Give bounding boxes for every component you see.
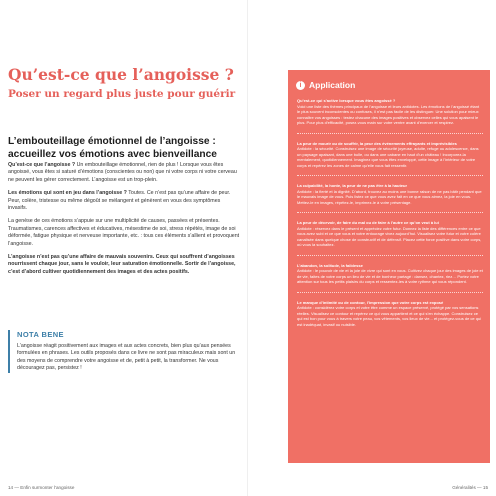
application-item-text: Antidote : réservez dans le présent et appréciez votre futur. Donnez la liste des différences entre ce que vous avez subi et ce que vous et votre entourage vivez aujourd’hui. Visualisez votre futur et votre colère canalisée dans quelque chose de constructif et de défensif. Placez cette force positive dans votre corps, où vous la souhaitez. bbox=[297, 225, 482, 247]
paragraph-2-text: Toutes. Ce n’est pas qu’une affaire de peur. Peur, colère, tristesse ou même dégoût se mélangent et génèrent en vous des symptômes invasifs. bbox=[8, 190, 231, 212]
application-item-text: Antidote : la sécurité. Construisez une image de sécurité joyeuse, adulte, refuge ou adolescence, dans un paysage apaisant, dans une bulle, ou dans une cabane en haut d’un château ! Incorporez-la mentalement, quotidiennement. Imaginez que vous êtes enveloppé, cette image à l’intérieur de votre corps et repérez les zones de calme qu’elle vous fait ressentir. bbox=[297, 146, 479, 168]
info-icon: i bbox=[296, 81, 305, 90]
application-item bbox=[297, 220, 483, 248]
application-item-title: Le manque d’intimité ou de contour, l’impression que votre corps est exposé bbox=[297, 299, 444, 305]
divider bbox=[297, 292, 483, 293]
application-header bbox=[296, 78, 355, 92]
section-heading: L’embouteillage émotionnel de l’angoisse : accueillez vos émotions avec bienveillance bbox=[8, 136, 217, 160]
application-item-title: La culpabilité, la honte, la peur de ne pas être à la hauteur bbox=[297, 183, 408, 188]
paragraph-3: La genèse de ces émotions s’appuie sur une multiplicité de causes, passées et présentes. Traumatismes, carences affectives et éducatives, mésestime de soi, stress répétés, image de soi déformée, fatigue physique et nerveuse importante, etc. : tous ces éléments s’allient et provoquent l’angoisse. bbox=[8, 218, 240, 247]
application-item bbox=[297, 183, 483, 205]
body-text bbox=[8, 162, 240, 282]
application-item-text: Antidote : considérez votre corps et votre être comme un espace préservé, protégé par vos sensations réelles. Visualisez ce contour et repérez ce qui vous appartient et ce qui s’en échappe. Construisez ce qui est bon pour vous à travers votre peau, vos vêtements, vos lieux de vie... et protégez-vous de ce qui est inadéquat, invasif ou nuisible. bbox=[297, 305, 482, 327]
divider bbox=[297, 133, 483, 134]
application-box bbox=[288, 70, 490, 463]
paragraph-2-lead: Les émotions qui sont en jeu dans l’angoisse ? bbox=[8, 190, 127, 197]
application-item bbox=[297, 98, 483, 126]
divider bbox=[297, 212, 483, 213]
application-title: Application bbox=[309, 80, 356, 90]
footer-left: 14 — Enfin surmonter l’angoisse bbox=[8, 485, 75, 490]
application-item bbox=[297, 300, 483, 328]
application-item-title: Qu’est-ce qui s’active lorsque vous êtes angoissé ? bbox=[297, 98, 396, 103]
chapter-subtitle: Poser un regard plus juste pour guérir bbox=[8, 88, 236, 100]
paragraph-2 bbox=[8, 190, 240, 212]
application-item bbox=[297, 263, 483, 285]
paragraph-1 bbox=[8, 162, 240, 184]
divider bbox=[297, 255, 483, 256]
application-item-text: Antidote : le pouvoir de vie et la joie de vivre qui sont en vous. Cultivez chaque jour des images de joie et de vie, faites de votre corps un lieu de vie et de bonheur partagé : dansez, chantez, riez… Portez votre attention sur tous les petits plaisirs du corps et ressentez-les à votre rythme qui vous répondent. bbox=[297, 268, 483, 284]
paragraph-1-lead: Qu’est-ce que l’angoisse ? bbox=[8, 162, 76, 168]
application-item-text: Voici une liste des thèmes principaux de l’angoisse et leurs antidotes. Les émotions de l’angoissé étant le plus souvent inconscientes ou confuses, il n’est pas facile de les distinguer. Une solution pour mieux connaître vos angoisses : testez chacune des images positives et observez celles qui vous apaisent le plus. Pour plus d’efficacité, posez-vous main sur votre ventre avant d’exercer et respirez. bbox=[297, 103, 480, 125]
chapter-title: Qu’est-ce que l’angoisse ? bbox=[8, 65, 234, 84]
application-content bbox=[297, 98, 483, 334]
paragraph-1-text: Un embouteillage émotionnel, rien de plus ! Lorsque vous êtes angoissé, vous êtes si saturé d’émotions (conscientes ou non) que ni votre corps ni votre cerveau ne peuvent les gérer correctement. L’angoisse est un trop-plein. bbox=[8, 162, 237, 183]
right-page bbox=[248, 0, 496, 496]
nota-bene-box bbox=[8, 330, 245, 373]
application-item-title: L’abandon, la solitude, la faiblesse bbox=[297, 262, 363, 268]
paragraph-4: L’angoisse n’est pas qu’une affaire de mauvais souvenirs. Ceux qui souffrent d’angoisses nourrissent chaque jour, sans le vouloir, leur saturation émotionnelle. Sortir de l’angoisse, c’est d’abord cultiver quotidiennement des images et des actes positifs. bbox=[8, 254, 236, 275]
application-item-text: Antidote : la fierté et la dignité. D’abord, trouvez au moins une bonne raison de ne pas bâtir pendant que le mauvais image de vous. Puis listez ce que vous avez fait en ce que vous aimez, la joie en vous. Mettez-le en images, répétez-le, imprimez-le à votre présentage. bbox=[297, 188, 482, 205]
footer-right: Généralités — 15 bbox=[452, 485, 488, 490]
nota-bene-title: NOTA BENE bbox=[17, 330, 64, 339]
divider bbox=[297, 175, 483, 176]
application-item bbox=[297, 141, 483, 169]
application-item-title: La peur de décevoir, de faire du mal ou de faire à l’autre ce qu’on veut à lui bbox=[297, 220, 439, 225]
nota-bene-text: L’angoisse réagit positivement aux images et aux actes concrets, bien plus qu’aux pensées formulées en phrases. Les outils proposés dans ce livre ne sont pas miraculeux mais sont un des moyens de comprendre votre angoisse et de, petit à petit, la transformer. Ne vous découragez pas, persistez ! bbox=[17, 343, 236, 372]
application-item-title: La peur de mourir ou de souffrir, la peur des événements effrayants et imprévisibles bbox=[297, 140, 457, 146]
